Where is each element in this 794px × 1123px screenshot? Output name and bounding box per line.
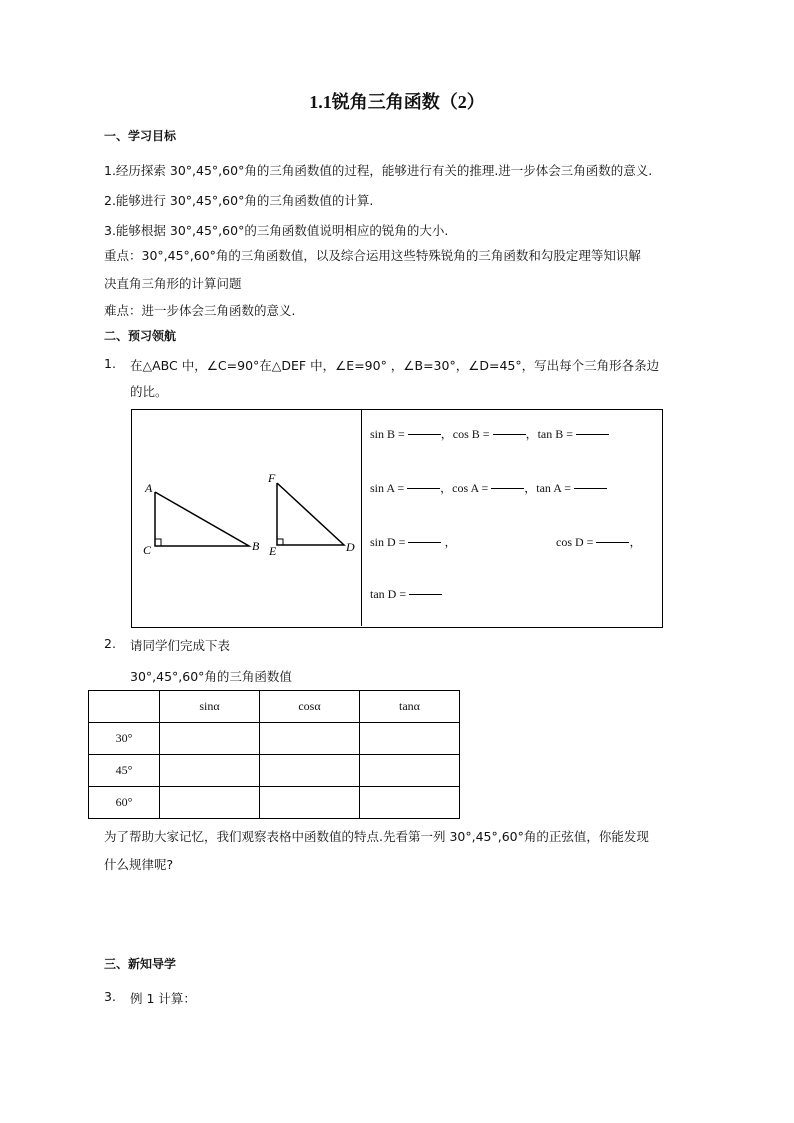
table-header-row bbox=[89, 691, 460, 723]
cos-b-blank bbox=[493, 434, 526, 435]
table-cell[interactable] bbox=[360, 755, 460, 787]
formula-row-4 bbox=[370, 587, 442, 602]
table-cell[interactable] bbox=[260, 787, 360, 819]
page-title: 1.1锐角三角函数（2） bbox=[309, 92, 485, 112]
section-heading-preview: 二、预习领航 bbox=[104, 329, 177, 343]
label-c: C bbox=[143, 543, 152, 557]
cos-d-label: cos D = bbox=[556, 535, 594, 549]
goal-3: 3.能够根据 30°,45°,60°的三角函数值说明相应的锐角的大小. bbox=[104, 223, 449, 238]
cos-d-comma: ， bbox=[629, 535, 642, 549]
question-1-line-2: 的比。 bbox=[130, 384, 168, 399]
sin-d-comma: ， bbox=[444, 535, 457, 549]
sin-d-label: sin D = bbox=[370, 535, 406, 549]
table-cell[interactable] bbox=[360, 723, 460, 755]
observation-line-2: 什么规律呢? bbox=[104, 857, 174, 872]
tan-b-blank bbox=[576, 434, 609, 435]
figure-divider bbox=[361, 409, 362, 626]
table-row bbox=[89, 787, 460, 819]
triangle-def bbox=[277, 483, 344, 545]
sin-a-label: sin A = bbox=[370, 481, 405, 495]
table-cell[interactable] bbox=[260, 723, 360, 755]
triangle-abc bbox=[155, 492, 249, 546]
triangles-figure bbox=[132, 410, 361, 625]
question-3-text: 例 1 计算： bbox=[130, 991, 196, 1006]
tan-d-label: tan D = bbox=[370, 587, 407, 601]
cos-d-blank bbox=[596, 542, 629, 543]
row-label-60: 60° bbox=[89, 787, 160, 819]
cos-a-label: ，cos A = bbox=[440, 481, 489, 495]
observation-line-1: 为了帮助大家记忆，我们观察表格中函数值的特点.先看第一列 30°,45°,60°角的正弦值，你能发现 bbox=[104, 829, 649, 844]
question-2-text: 请同学们完成下表 bbox=[130, 638, 231, 653]
table-cell[interactable] bbox=[260, 755, 360, 787]
difficulty: 难点：进一步体会三角函数的意义. bbox=[104, 303, 296, 318]
table-header-tan: tanα bbox=[360, 691, 460, 723]
table-row bbox=[89, 755, 460, 787]
section-heading-goals: 一、学习目标 bbox=[104, 129, 177, 143]
table-header-corner bbox=[89, 691, 160, 723]
question-3-number: 3. bbox=[104, 989, 116, 1004]
formula-row-1 bbox=[370, 425, 609, 442]
sin-b-label: sin B = bbox=[370, 427, 405, 441]
key-point-line-2: 决直角三角形的计算问题 bbox=[104, 276, 242, 291]
row-label-45: 45° bbox=[89, 755, 160, 787]
question-2-number: 2. bbox=[104, 636, 116, 651]
table-caption: 30°,45°,60°角的三角函数值 bbox=[130, 669, 292, 684]
trig-values-table bbox=[88, 690, 460, 819]
label-b: B bbox=[252, 539, 260, 553]
table-header-cos: cosα bbox=[260, 691, 360, 723]
table-header-sin: sinα bbox=[160, 691, 260, 723]
cos-b-label: ，cos B = bbox=[440, 427, 490, 441]
sin-b-blank bbox=[408, 434, 441, 435]
question-1-line-1: 在△ABC 中，∠C=90°在△DEF 中，∠E=90° ，∠B=30°，∠D=45°，写出每个三角形各条边 bbox=[130, 358, 660, 373]
table-cell[interactable] bbox=[160, 723, 260, 755]
tan-d-blank bbox=[409, 594, 442, 595]
goal-2: 2.能够进行 30°,45°,60°角的三角函数值的计算. bbox=[104, 193, 374, 208]
tan-a-blank bbox=[574, 488, 607, 489]
row-label-30: 30° bbox=[89, 723, 160, 755]
sin-a-blank bbox=[407, 488, 440, 489]
formula-row-3-left bbox=[370, 533, 456, 550]
sin-d-blank bbox=[408, 542, 441, 543]
formula-row-3-right bbox=[556, 533, 641, 550]
table-cell[interactable] bbox=[360, 787, 460, 819]
label-d: D bbox=[346, 540, 355, 554]
key-point-line-1: 重点：30°,45°,60°角的三角函数值，以及综合运用这些特殊锐角的三角函数和勾股定理等知识解 bbox=[104, 248, 641, 263]
table-cell[interactable] bbox=[160, 755, 260, 787]
table-row bbox=[89, 723, 460, 755]
tan-b-label: ，tan B = bbox=[525, 427, 573, 441]
goal-1: 1.经历探索 30°,45°,60°角的三角函数值的过程，能够进行有关的推理.进一步体会三角函数的意义. bbox=[104, 163, 653, 178]
formula-row-2 bbox=[370, 479, 607, 496]
section-heading-new-knowledge: 三、新知导学 bbox=[104, 957, 177, 971]
label-e: E bbox=[269, 544, 277, 558]
table-cell[interactable] bbox=[160, 787, 260, 819]
label-f: F bbox=[268, 471, 276, 485]
question-1-number: 1. bbox=[104, 356, 116, 371]
cos-a-blank bbox=[491, 488, 524, 489]
label-a: A bbox=[145, 481, 153, 495]
tan-a-label: ，tan A = bbox=[524, 481, 572, 495]
